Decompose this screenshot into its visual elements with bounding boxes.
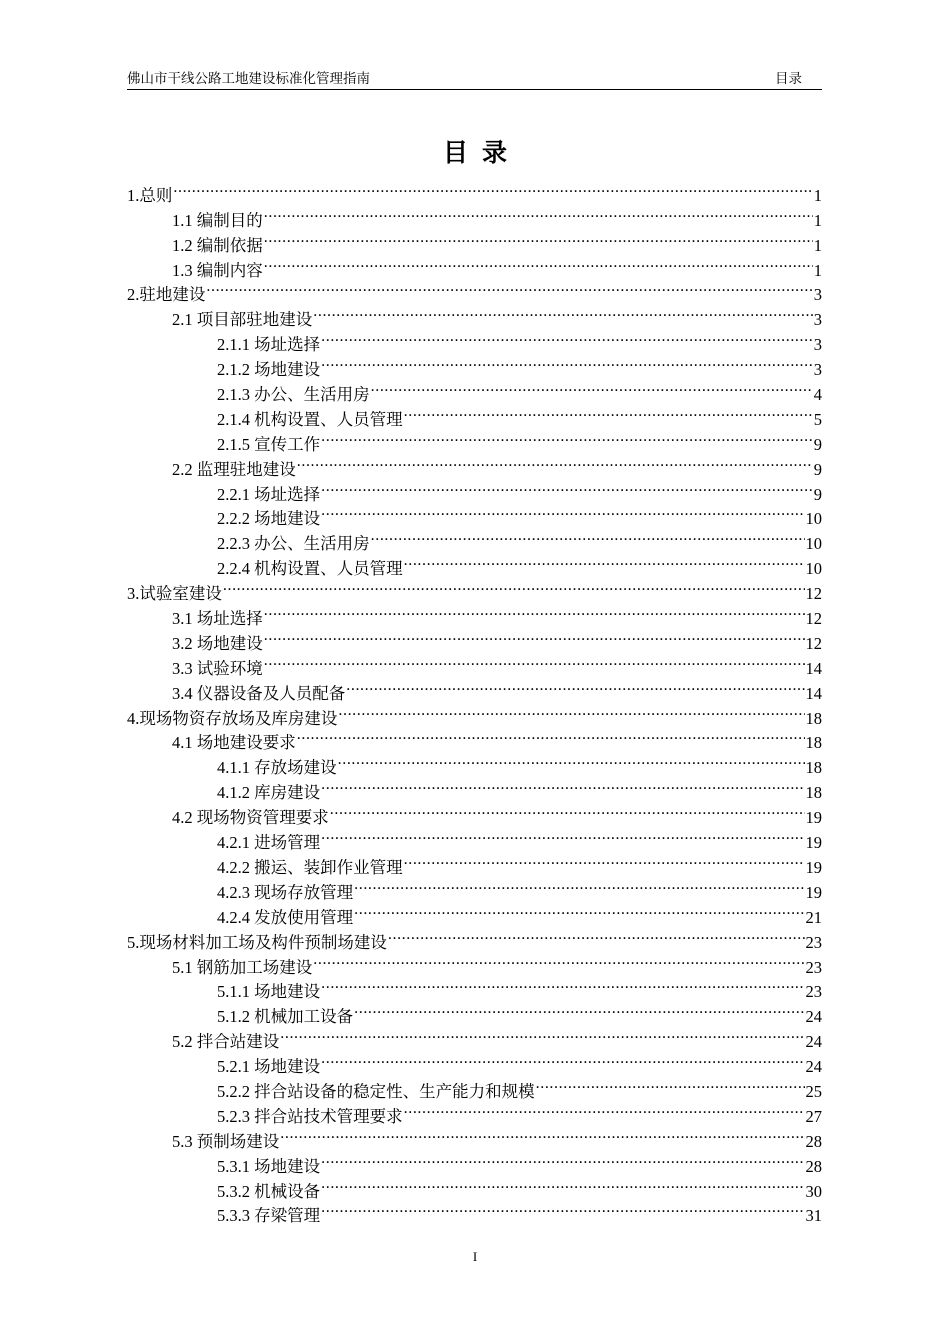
toc-entry-label: 5.2 拌合站建设: [172, 1032, 280, 1052]
toc-dot-leader: [404, 400, 813, 425]
page-header: [127, 70, 822, 90]
toc-entry[interactable]: [127, 574, 822, 604]
toc-entry-label: 2.1.5 宣传工作: [217, 434, 321, 454]
toc-entry-page: 12: [805, 633, 822, 653]
toc-dot-leader: [173, 176, 812, 201]
toc-entry-label: 5.3 预制场建设: [172, 1131, 280, 1151]
toc-entry-label: 5.2.3 拌合站技术管理要求: [217, 1106, 403, 1126]
toc-entry-page: 30: [805, 1181, 822, 1201]
toc-dot-leader: [321, 823, 804, 848]
toc-entry-label: 2.2.3 办公、生活用房: [217, 534, 370, 554]
toc-entry-label: 2.1.2 场地建设: [217, 360, 321, 380]
toc-dot-leader: [297, 450, 813, 475]
toc-entry-label: 2.1.3 办公、生活用房: [217, 385, 370, 405]
toc-dot-leader: [321, 1047, 804, 1072]
toc-entry-page: 27: [805, 1106, 822, 1126]
toc-dot-leader: [264, 201, 813, 226]
toc-entry-page: 12: [805, 609, 822, 629]
toc-entry-page: 18: [805, 758, 822, 778]
toc-entry-label: 2.2.4 机构设置、人员管理: [217, 559, 403, 579]
toc-entry-label: 5.3.1 场地建设: [217, 1156, 321, 1176]
toc-entry-page: 24: [805, 1057, 822, 1077]
toc-dot-leader: [321, 973, 804, 998]
toc-dot-leader: [223, 574, 805, 599]
toc-dot-leader: [354, 997, 804, 1022]
toc-entry-label: 2.2.1 场址选择: [217, 484, 321, 504]
toc-dot-leader: [321, 1172, 804, 1197]
toc-entry-label: 4.1.1 存放场建设: [217, 758, 337, 778]
toc-entry-label: 1.1 编制目的: [172, 210, 263, 230]
toc-entry-page: 25: [805, 1081, 822, 1101]
toc-entry-page: 19: [805, 808, 822, 828]
toc-dot-leader: [330, 798, 805, 823]
toc-entry-label: 4.2.2 搬运、装卸作业管理: [217, 857, 403, 877]
toc-entry-page: 23: [805, 982, 822, 1002]
table-of-contents: [127, 176, 822, 1226]
toc-entry-label: 5.1.2 机械加工设备: [217, 1007, 354, 1027]
toc-entry-label: 4.1 场地建设要求: [172, 733, 296, 753]
toc-entry-page: 14: [805, 658, 822, 678]
toc-entry-label: 2.2 监理驻地建设: [172, 459, 296, 479]
toc-entry-page: 9: [813, 434, 822, 454]
toc-entry-page: 10: [805, 509, 822, 529]
toc-entry-label: 4.2.1 进场管理: [217, 833, 321, 853]
toc-dot-leader: [313, 948, 804, 973]
toc-entry-label: 2.1.1 场址选择: [217, 335, 321, 355]
toc-entry-label: 1.3 编制内容: [172, 260, 263, 280]
toc-entry-page: 23: [805, 957, 822, 977]
toc-dot-leader: [206, 276, 812, 301]
toc-entry-page: 5: [813, 409, 822, 429]
toc-dot-leader: [264, 649, 805, 674]
toc-entry-page: 1: [813, 260, 822, 280]
toc-title: 目录: [442, 138, 521, 167]
toc-dot-leader: [338, 699, 804, 724]
toc-entry-label: 1.总则: [127, 185, 173, 205]
toc-dot-leader: [404, 549, 805, 574]
toc-entry-label: 3.4 仪器设备及人员配备: [172, 683, 346, 703]
toc-entry-label: 5.1 钢筋加工场建设: [172, 957, 313, 977]
toc-entry-page: 3: [813, 335, 822, 355]
toc-entry-label: 3.试验室建设: [127, 584, 222, 604]
toc-entry-page: 3: [813, 360, 822, 380]
toc-entry-page: 18: [805, 708, 822, 728]
toc-entry[interactable]: [127, 176, 822, 205]
toc-dot-leader: [371, 375, 813, 400]
toc-entry-page: 28: [805, 1131, 822, 1151]
toc-entry-label: 1.2 编制依据: [172, 235, 263, 255]
toc-entry-label: 2.1 项目部驻地建设: [172, 310, 313, 330]
toc-entry-page: 3: [813, 310, 822, 330]
toc-dot-leader: [321, 475, 813, 500]
toc-dot-leader: [338, 748, 805, 773]
header-section-name: 目录: [775, 71, 802, 86]
toc-dot-leader: [404, 848, 805, 873]
toc-dot-leader: [321, 350, 813, 375]
toc-entry-page: 10: [805, 559, 822, 579]
toc-dot-leader: [280, 1122, 804, 1147]
toc-entry-label: 5.1.1 场地建设: [217, 982, 321, 1002]
toc-entry-label: 2.2.2 场地建设: [217, 509, 321, 529]
toc-entry-page: 23: [805, 932, 822, 952]
toc-entry-page: 19: [805, 833, 822, 853]
toc-entry-label: 3.1 场址选择: [172, 609, 263, 629]
toc-entry-page: 24: [805, 1007, 822, 1027]
toc-entry-page: 10: [805, 534, 822, 554]
toc-entry-label: 4.1.2 库房建设: [217, 783, 321, 803]
toc-entry-label: 5.3.2 机械设备: [217, 1181, 321, 1201]
toc-dot-leader: [264, 251, 813, 276]
toc-dot-leader: [354, 873, 804, 898]
toc-dot-leader: [346, 674, 804, 699]
toc-entry-label: 4.2 现场物资管理要求: [172, 808, 329, 828]
toc-dot-leader: [313, 300, 813, 325]
toc-dot-leader: [321, 1147, 804, 1172]
toc-dot-leader: [321, 1197, 804, 1222]
toc-entry-page: 3: [813, 285, 822, 305]
toc-entry-label: 4.2.3 现场存放管理: [217, 882, 354, 902]
toc-dot-leader: [388, 923, 805, 948]
toc-entry-label: 5.2.1 场地建设: [217, 1057, 321, 1077]
toc-entry-label: 3.3 试验环境: [172, 658, 263, 678]
toc-entry-label: 5.2.2 拌合站设备的稳定性、生产能力和规模: [217, 1081, 535, 1101]
toc-entry-label: 4.2.4 发放使用管理: [217, 907, 354, 927]
toc-dot-leader: [321, 500, 804, 525]
toc-dot-leader: [280, 1022, 804, 1047]
toc-dot-leader: [321, 773, 804, 798]
toc-entry-page: 24: [805, 1032, 822, 1052]
toc-entry-page: 18: [805, 733, 822, 753]
toc-entry-label: 4.现场物资存放场及库房建设: [127, 708, 338, 728]
toc-entry-page: 1: [813, 235, 822, 255]
page-number: I: [472, 1249, 478, 1264]
toc-entry-page: 21: [805, 907, 822, 927]
toc-dot-leader: [321, 325, 813, 350]
toc-dot-leader: [354, 898, 804, 923]
toc-dot-leader: [264, 599, 805, 624]
toc-entry-label: 5.3.3 存梁管理: [217, 1206, 321, 1226]
toc-entry-page: 18: [805, 783, 822, 803]
toc-entry-page: 4: [813, 385, 822, 405]
toc-entry-page: 1: [813, 210, 822, 230]
toc-entry-label: 5.现场材料加工场及构件预制场建设: [127, 932, 387, 952]
toc-dot-leader: [371, 524, 805, 549]
toc-dot-leader: [264, 624, 805, 649]
toc-dot-leader: [264, 226, 813, 251]
header-document-title: 佛山市干线公路工地建设标准化管理指南: [127, 71, 370, 86]
toc-entry[interactable]: [127, 599, 822, 629]
toc-entry-page: 19: [805, 857, 822, 877]
toc-entry[interactable]: [127, 300, 822, 330]
toc-entry-page: 28: [805, 1156, 822, 1176]
toc-entry-page: 12: [805, 584, 822, 604]
toc-entry-page: 9: [813, 459, 822, 479]
toc-entry-label: 2.1.4 机构设置、人员管理: [217, 409, 403, 429]
toc-dot-leader: [404, 1097, 805, 1122]
toc-entry-label: 2.驻地建设: [127, 285, 206, 305]
toc-dot-leader: [321, 425, 813, 450]
toc-entry[interactable]: [127, 276, 822, 305]
toc-entry-page: 1: [813, 185, 822, 205]
toc-entry-page: 9: [813, 484, 822, 504]
toc-entry-page: 31: [805, 1206, 822, 1226]
toc-entry[interactable]: [127, 201, 822, 230]
toc-dot-leader: [297, 724, 805, 749]
toc-entry-page: 19: [805, 882, 822, 902]
toc-dot-leader: [536, 1072, 805, 1097]
toc-entry-page: 14: [805, 683, 822, 703]
toc-entry-label: 3.2 场地建设: [172, 633, 263, 653]
